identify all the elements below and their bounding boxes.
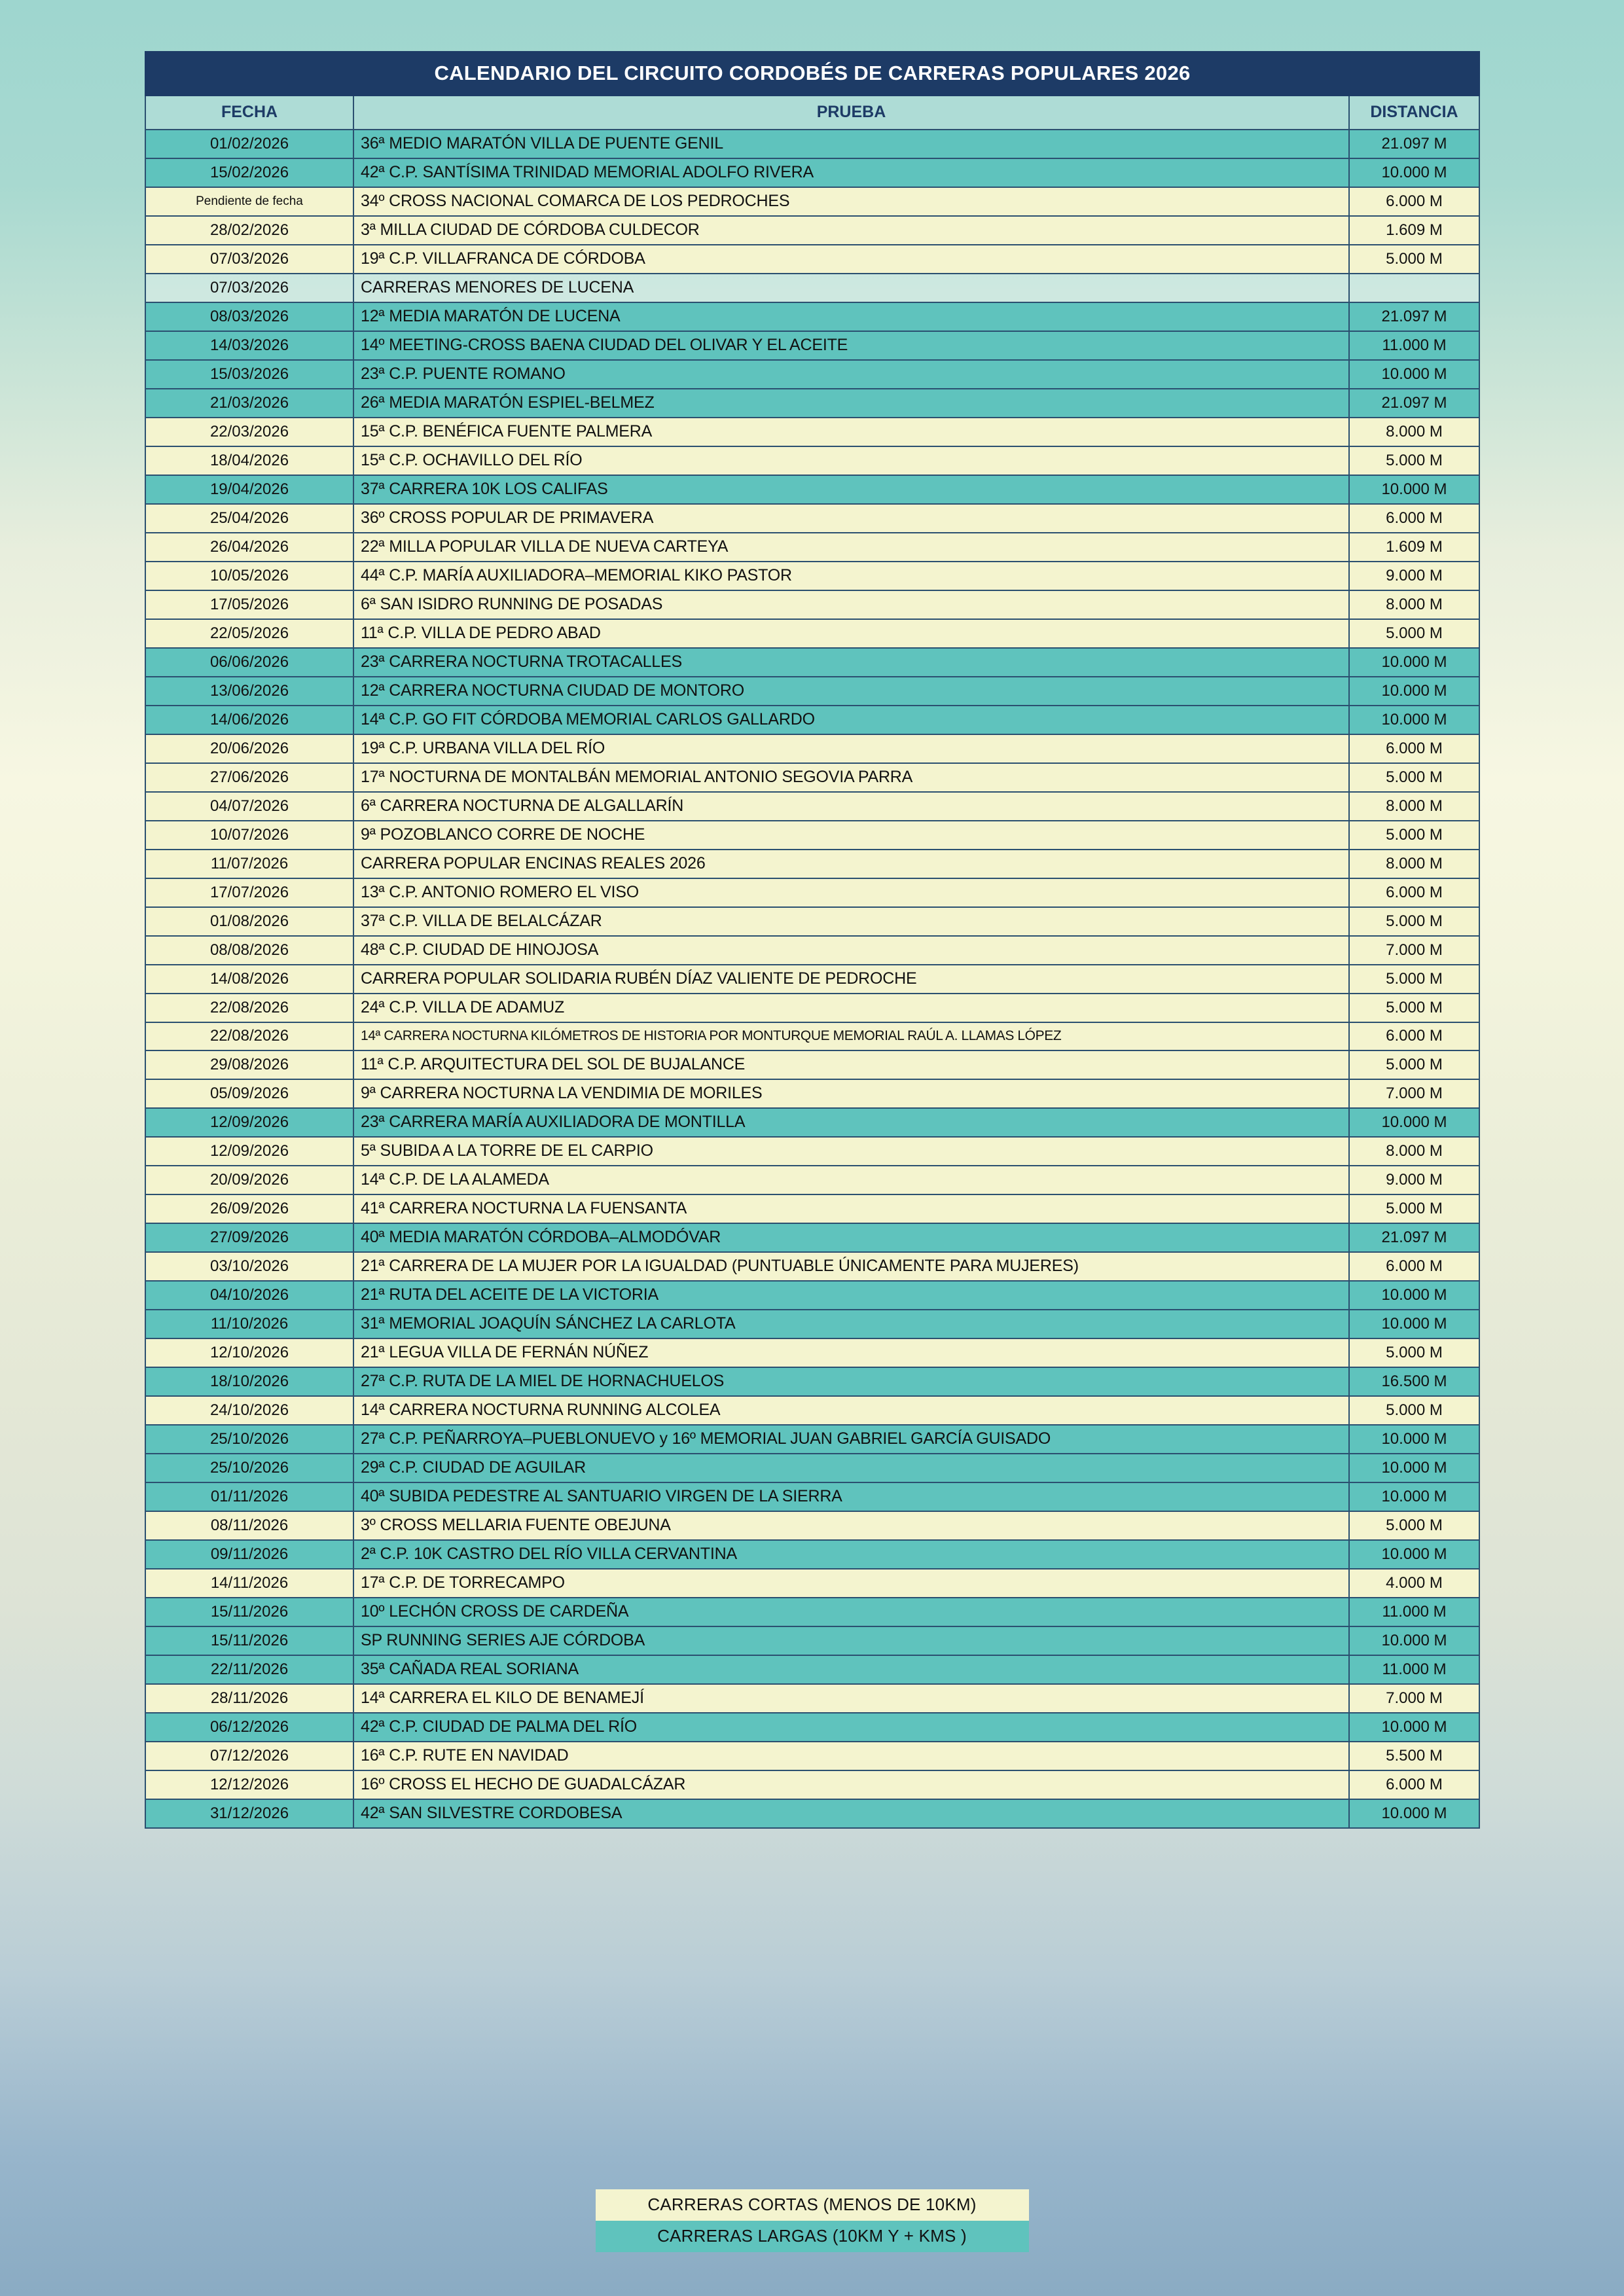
race-date-cell: 01/02/2026 (145, 130, 353, 158)
table-row (145, 936, 1479, 965)
race-distance-cell: 5.000 M (1349, 1338, 1479, 1367)
race-distance-cell: 11.000 M (1349, 1655, 1479, 1684)
race-name-cell: 11ª C.P. ARQUITECTURA DEL SOL DE BUJALANCE (353, 1050, 1349, 1079)
race-date-cell: 27/09/2026 (145, 1223, 353, 1252)
race-date-cell: 14/08/2026 (145, 965, 353, 994)
legend (0, 2189, 1624, 2252)
table-row (145, 130, 1479, 158)
race-name-cell: 17ª C.P. DE TORRECAMPO (353, 1569, 1349, 1598)
race-name-cell: 14ª CARRERA NOCTURNA RUNNING ALCOLEA (353, 1396, 1349, 1425)
table-row (145, 1482, 1479, 1511)
calendar-title-row (145, 52, 1479, 96)
race-date-cell: 06/06/2026 (145, 648, 353, 677)
table-row (145, 792, 1479, 821)
table-row (145, 1799, 1479, 1828)
race-date-cell: 17/07/2026 (145, 878, 353, 907)
race-name-cell: 14ª C.P. GO FIT CÓRDOBA MEMORIAL CARLOS GALLARDO (353, 706, 1349, 734)
race-name-cell: 9ª POZOBLANCO CORRE DE NOCHE (353, 821, 1349, 850)
race-date-cell: 15/03/2026 (145, 360, 353, 389)
race-date-cell: 25/04/2026 (145, 504, 353, 533)
race-date-cell: 20/06/2026 (145, 734, 353, 763)
race-date-cell: 08/03/2026 (145, 302, 353, 331)
table-row (145, 907, 1479, 936)
race-distance-cell: 5.000 M (1349, 907, 1479, 936)
race-date-cell: 10/05/2026 (145, 562, 353, 590)
race-distance-cell: 8.000 M (1349, 418, 1479, 446)
race-date-cell: 12/09/2026 (145, 1137, 353, 1166)
race-name-cell: 40ª MEDIA MARATÓN CÓRDOBA–ALMODÓVAR (353, 1223, 1349, 1252)
race-date-cell: 22/08/2026 (145, 994, 353, 1022)
race-distance-cell: 6.000 M (1349, 187, 1479, 216)
race-date-cell: 18/10/2026 (145, 1367, 353, 1396)
table-head (145, 52, 1479, 130)
race-distance-cell: 11.000 M (1349, 331, 1479, 360)
race-date-cell: 15/11/2026 (145, 1626, 353, 1655)
race-name-cell: 13ª C.P. ANTONIO ROMERO EL VISO (353, 878, 1349, 907)
race-distance-cell: 5.500 M (1349, 1742, 1479, 1770)
race-distance-cell: 21.097 M (1349, 130, 1479, 158)
race-name-cell: 27ª C.P. PEÑARROYA–PUEBLONUEVO y 16º MEMORIAL JUAN GABRIEL GARCÍA GUISADO (353, 1425, 1349, 1454)
race-distance-cell: 5.000 M (1349, 821, 1479, 850)
race-date-cell: 12/12/2026 (145, 1770, 353, 1799)
race-name-cell: 24ª C.P. VILLA DE ADAMUZ (353, 994, 1349, 1022)
race-date-cell: 22/08/2026 (145, 1022, 353, 1050)
race-distance-cell: 10.000 M (1349, 1425, 1479, 1454)
race-name-cell: 16ª C.P. RUTE EN NAVIDAD (353, 1742, 1349, 1770)
race-name-cell: 14ª C.P. DE LA ALAMEDA (353, 1166, 1349, 1194)
race-distance-cell: 10.000 M (1349, 1108, 1479, 1137)
race-distance-cell: 10.000 M (1349, 1799, 1479, 1828)
race-distance-cell: 21.097 M (1349, 1223, 1479, 1252)
race-name-cell: 31ª MEMORIAL JOAQUÍN SÁNCHEZ LA CARLOTA (353, 1310, 1349, 1338)
race-name-cell: 17ª NOCTURNA DE MONTALBÁN MEMORIAL ANTONIO SEGOVIA PARRA (353, 763, 1349, 792)
race-date-cell: 31/12/2026 (145, 1799, 353, 1828)
table-row (145, 302, 1479, 331)
race-date-cell: 15/02/2026 (145, 158, 353, 187)
race-date-cell: 26/04/2026 (145, 533, 353, 562)
table-row (145, 1310, 1479, 1338)
race-name-cell: 36ª MEDIO MARATÓN VILLA DE PUENTE GENIL (353, 130, 1349, 158)
page-title: CALENDARIO DEL CIRCUITO CORDOBÉS DE CARRERAS POPULARES 2026 (145, 52, 1479, 96)
race-name-cell: 35ª CAÑADA REAL SORIANA (353, 1655, 1349, 1684)
race-name-cell: 6ª CARRERA NOCTURNA DE ALGALLARÍN (353, 792, 1349, 821)
race-date-cell: 28/02/2026 (145, 216, 353, 245)
race-distance-cell: 9.000 M (1349, 1166, 1479, 1194)
race-distance-cell: 9.000 M (1349, 562, 1479, 590)
race-distance-cell: 8.000 M (1349, 792, 1479, 821)
race-name-cell: 9ª CARRERA NOCTURNA LA VENDIMIA DE MORILES (353, 1079, 1349, 1108)
race-name-cell: 21ª LEGUA VILLA DE FERNÁN NÚÑEZ (353, 1338, 1349, 1367)
race-date-cell: 10/07/2026 (145, 821, 353, 850)
race-name-cell: 16º CROSS EL HECHO DE GUADALCÁZAR (353, 1770, 1349, 1799)
table-row (145, 418, 1479, 446)
table-row (145, 878, 1479, 907)
table-row (145, 965, 1479, 994)
table-row (145, 619, 1479, 648)
race-date-cell: 07/12/2026 (145, 1742, 353, 1770)
table-body (145, 130, 1479, 1828)
race-name-cell: 14ª CARRERA NOCTURNA KILÓMETROS DE HISTORIA POR MONTURQUE MEMORIAL RAÚL A. LLAMAS LÓPEZ (353, 1022, 1349, 1050)
race-date-cell: 09/11/2026 (145, 1540, 353, 1569)
race-distance-cell: 10.000 M (1349, 1482, 1479, 1511)
race-distance-cell: 5.000 M (1349, 446, 1479, 475)
table-row (145, 677, 1479, 706)
race-distance-cell: 1.609 M (1349, 216, 1479, 245)
race-name-cell: 42ª C.P. SANTÍSIMA TRINIDAD MEMORIAL ADOLFO RIVERA (353, 158, 1349, 187)
table-row (145, 446, 1479, 475)
race-distance-cell: 10.000 M (1349, 1310, 1479, 1338)
table-row (145, 1425, 1479, 1454)
race-date-cell: 28/11/2026 (145, 1684, 353, 1713)
table-row (145, 1742, 1479, 1770)
race-name-cell: SP RUNNING SERIES AJE CÓRDOBA (353, 1626, 1349, 1655)
race-date-cell: 24/10/2026 (145, 1396, 353, 1425)
race-name-cell: 19ª C.P. VILLAFRANCA DE CÓRDOBA (353, 245, 1349, 274)
race-distance-cell: 5.000 M (1349, 1511, 1479, 1540)
race-date-cell: 17/05/2026 (145, 590, 353, 619)
race-distance-cell: 7.000 M (1349, 1079, 1479, 1108)
table-row (145, 475, 1479, 504)
table-row (145, 648, 1479, 677)
race-name-cell: 11ª C.P. VILLA DE PEDRO ABAD (353, 619, 1349, 648)
table-row (145, 1079, 1479, 1108)
column-header-fecha: FECHA (145, 96, 353, 130)
race-calendar-table (145, 51, 1480, 1829)
table-row (145, 1194, 1479, 1223)
race-name-cell: 6ª SAN ISIDRO RUNNING DE POSADAS (353, 590, 1349, 619)
table-row (145, 1223, 1479, 1252)
race-name-cell: 23ª CARRERA NOCTURNA TROTACALLES (353, 648, 1349, 677)
race-name-cell: 44ª C.P. MARÍA AUXILIADORA–MEMORIAL KIKO PASTOR (353, 562, 1349, 590)
race-name-cell: 14ª CARRERA EL KILO DE BENAMEJÍ (353, 1684, 1349, 1713)
race-date-cell: 12/10/2026 (145, 1338, 353, 1367)
table-row (145, 274, 1479, 302)
table-row (145, 1511, 1479, 1540)
race-distance-cell: 5.000 M (1349, 1050, 1479, 1079)
race-name-cell: 37ª CARRERA 10K LOS CALIFAS (353, 475, 1349, 504)
race-distance-cell: 10.000 M (1349, 648, 1479, 677)
table-row (145, 1367, 1479, 1396)
table-row (145, 706, 1479, 734)
race-date-cell: 04/07/2026 (145, 792, 353, 821)
race-date-cell: 12/09/2026 (145, 1108, 353, 1137)
table-row (145, 533, 1479, 562)
race-date-cell: 11/07/2026 (145, 850, 353, 878)
race-distance-cell: 5.000 M (1349, 994, 1479, 1022)
race-distance-cell: 6.000 M (1349, 878, 1479, 907)
race-name-cell: 36º CROSS POPULAR DE PRIMAVERA (353, 504, 1349, 533)
race-distance-cell: 6.000 M (1349, 504, 1479, 533)
race-distance-cell: 5.000 M (1349, 1396, 1479, 1425)
race-distance-cell: 11.000 M (1349, 1598, 1479, 1626)
race-distance-cell: 6.000 M (1349, 1022, 1479, 1050)
race-distance-cell: 6.000 M (1349, 1252, 1479, 1281)
table-row (145, 331, 1479, 360)
race-distance-cell: 10.000 M (1349, 158, 1479, 187)
table-row (145, 187, 1479, 216)
race-name-cell: 5ª SUBIDA A LA TORRE DE EL CARPIO (353, 1137, 1349, 1166)
race-name-cell: 26ª MEDIA MARATÓN ESPIEL-BELMEZ (353, 389, 1349, 418)
table-row (145, 1454, 1479, 1482)
race-date-cell: 07/03/2026 (145, 274, 353, 302)
column-header-prueba: PRUEBA (353, 96, 1349, 130)
race-name-cell: 34º CROSS NACIONAL COMARCA DE LOS PEDROCHES (353, 187, 1349, 216)
race-distance-cell: 16.500 M (1349, 1367, 1479, 1396)
table-row (145, 1713, 1479, 1742)
race-name-cell: 42ª SAN SILVESTRE CORDOBESA (353, 1799, 1349, 1828)
race-name-cell: CARRERAS MENORES DE LUCENA (353, 274, 1349, 302)
race-name-cell: 3ª MILLA CIUDAD DE CÓRDOBA CULDECOR (353, 216, 1349, 245)
race-date-cell: 01/11/2026 (145, 1482, 353, 1511)
race-name-cell: 19ª C.P. URBANA VILLA DEL RÍO (353, 734, 1349, 763)
race-distance-cell: 1.609 M (1349, 533, 1479, 562)
race-date-cell: 08/11/2026 (145, 1511, 353, 1540)
race-name-cell: 10º LECHÓN CROSS DE CARDEÑA (353, 1598, 1349, 1626)
race-distance-cell: 7.000 M (1349, 1684, 1479, 1713)
table-row (145, 1655, 1479, 1684)
race-distance-cell: 5.000 M (1349, 245, 1479, 274)
race-date-cell: 14/03/2026 (145, 331, 353, 360)
race-date-cell: 08/08/2026 (145, 936, 353, 965)
table-row (145, 1338, 1479, 1367)
race-distance-cell: 5.000 M (1349, 763, 1479, 792)
race-distance-cell: 8.000 M (1349, 590, 1479, 619)
race-date-cell: 25/10/2026 (145, 1425, 353, 1454)
race-date-cell: 01/08/2026 (145, 907, 353, 936)
table-row (145, 504, 1479, 533)
race-date-cell: Pendiente de fecha (145, 187, 353, 216)
table-row (145, 763, 1479, 792)
race-date-cell: 14/06/2026 (145, 706, 353, 734)
table-row (145, 1166, 1479, 1194)
race-distance-cell: 6.000 M (1349, 1770, 1479, 1799)
race-distance-cell: 7.000 M (1349, 936, 1479, 965)
table-row (145, 1540, 1479, 1569)
table-row (145, 1252, 1479, 1281)
race-name-cell: CARRERA POPULAR ENCINAS REALES 2026 (353, 850, 1349, 878)
race-distance-cell: 10.000 M (1349, 677, 1479, 706)
race-date-cell: 22/05/2026 (145, 619, 353, 648)
race-distance-cell: 6.000 M (1349, 734, 1479, 763)
race-distance-cell: 10.000 M (1349, 706, 1479, 734)
race-distance-cell: 10.000 M (1349, 360, 1479, 389)
table-row (145, 1050, 1479, 1079)
race-distance-cell: 10.000 M (1349, 1540, 1479, 1569)
race-distance-cell: 21.097 M (1349, 389, 1479, 418)
race-name-cell: 12ª MEDIA MARATÓN DE LUCENA (353, 302, 1349, 331)
race-distance-cell: 10.000 M (1349, 1454, 1479, 1482)
race-name-cell: 3º CROSS MELLARIA FUENTE OBEJUNA (353, 1511, 1349, 1540)
race-distance-cell: 21.097 M (1349, 302, 1479, 331)
table-row (145, 850, 1479, 878)
table-row (145, 1108, 1479, 1137)
race-distance-cell: 5.000 M (1349, 619, 1479, 648)
race-date-cell: 15/11/2026 (145, 1598, 353, 1626)
race-date-cell: 04/10/2026 (145, 1281, 353, 1310)
race-date-cell: 18/04/2026 (145, 446, 353, 475)
race-date-cell: 27/06/2026 (145, 763, 353, 792)
race-date-cell: 05/09/2026 (145, 1079, 353, 1108)
race-name-cell: 23ª C.P. PUENTE ROMANO (353, 360, 1349, 389)
race-distance-cell: 10.000 M (1349, 1281, 1479, 1310)
race-name-cell: 41ª CARRERA NOCTURNA LA FUENSANTA (353, 1194, 1349, 1223)
race-name-cell: 12ª CARRERA NOCTURNA CIUDAD DE MONTORO (353, 677, 1349, 706)
race-date-cell: 11/10/2026 (145, 1310, 353, 1338)
table-row (145, 1137, 1479, 1166)
table-row (145, 590, 1479, 619)
race-name-cell: 22ª MILLA POPULAR VILLA DE NUEVA CARTEYA (353, 533, 1349, 562)
race-date-cell: 07/03/2026 (145, 245, 353, 274)
column-header-distancia: DISTANCIA (1349, 96, 1479, 130)
race-name-cell: 27ª C.P. RUTA DE LA MIEL DE HORNACHUELOS (353, 1367, 1349, 1396)
race-name-cell: 42ª C.P. CIUDAD DE PALMA DEL RÍO (353, 1713, 1349, 1742)
legend-item-short: CARRERAS CORTAS (MENOS DE 10KM) (596, 2189, 1029, 2221)
race-date-cell: 14/11/2026 (145, 1569, 353, 1598)
race-distance-cell: 8.000 M (1349, 850, 1479, 878)
table-row (145, 1281, 1479, 1310)
race-distance-cell: 10.000 M (1349, 1626, 1479, 1655)
table-row (145, 994, 1479, 1022)
race-distance-cell: 4.000 M (1349, 1569, 1479, 1598)
race-distance-cell (1349, 274, 1479, 302)
table-row (145, 245, 1479, 274)
race-name-cell: 2ª C.P. 10K CASTRO DEL RÍO VILLA CERVANTINA (353, 1540, 1349, 1569)
table-row (145, 1569, 1479, 1598)
race-name-cell: 15ª C.P. BENÉFICA FUENTE PALMERA (353, 418, 1349, 446)
table-row (145, 216, 1479, 245)
race-name-cell: 37ª C.P. VILLA DE BELALCÁZAR (353, 907, 1349, 936)
race-name-cell: 21ª CARRERA DE LA MUJER POR LA IGUALDAD (PUNTUABLE ÚNICAMENTE PARA MUJERES) (353, 1252, 1349, 1281)
table-row (145, 821, 1479, 850)
race-name-cell: CARRERA POPULAR SOLIDARIA RUBÉN DÍAZ VALIENTE DE PEDROCHE (353, 965, 1349, 994)
table-row (145, 1770, 1479, 1799)
race-distance-cell: 10.000 M (1349, 1713, 1479, 1742)
table-row (145, 562, 1479, 590)
table-row (145, 360, 1479, 389)
table-row (145, 389, 1479, 418)
race-date-cell: 19/04/2026 (145, 475, 353, 504)
race-distance-cell: 5.000 M (1349, 1194, 1479, 1223)
race-name-cell: 14º MEETING-CROSS BAENA CIUDAD DEL OLIVAR Y EL ACEITE (353, 331, 1349, 360)
calendar-table-container (145, 51, 1479, 1829)
table-row (145, 1684, 1479, 1713)
race-date-cell: 21/03/2026 (145, 389, 353, 418)
race-date-cell: 03/10/2026 (145, 1252, 353, 1281)
race-name-cell: 29ª C.P. CIUDAD DE AGUILAR (353, 1454, 1349, 1482)
race-name-cell: 21ª RUTA DEL ACEITE DE LA VICTORIA (353, 1281, 1349, 1310)
table-row (145, 1396, 1479, 1425)
race-name-cell: 23ª CARRERA MARÍA AUXILIADORA DE MONTILLA (353, 1108, 1349, 1137)
race-date-cell: 25/10/2026 (145, 1454, 353, 1482)
race-date-cell: 22/11/2026 (145, 1655, 353, 1684)
race-name-cell: 40ª SUBIDA PEDESTRE AL SANTUARIO VIRGEN DE LA SIERRA (353, 1482, 1349, 1511)
race-date-cell: 13/06/2026 (145, 677, 353, 706)
table-row (145, 734, 1479, 763)
race-date-cell: 29/08/2026 (145, 1050, 353, 1079)
column-header-row (145, 96, 1479, 130)
table-row (145, 158, 1479, 187)
table-row (145, 1626, 1479, 1655)
race-date-cell: 22/03/2026 (145, 418, 353, 446)
legend-item-long: CARRERAS LARGAS (10KM Y + KMS ) (596, 2221, 1029, 2252)
race-distance-cell: 8.000 M (1349, 1137, 1479, 1166)
table-row (145, 1022, 1479, 1050)
race-name-cell: 15ª C.P. OCHAVILLO DEL RÍO (353, 446, 1349, 475)
race-date-cell: 06/12/2026 (145, 1713, 353, 1742)
race-distance-cell: 5.000 M (1349, 965, 1479, 994)
race-date-cell: 20/09/2026 (145, 1166, 353, 1194)
table-row (145, 1598, 1479, 1626)
race-name-cell: 48ª C.P. CIUDAD DE HINOJOSA (353, 936, 1349, 965)
race-distance-cell: 10.000 M (1349, 475, 1479, 504)
race-date-cell: 26/09/2026 (145, 1194, 353, 1223)
